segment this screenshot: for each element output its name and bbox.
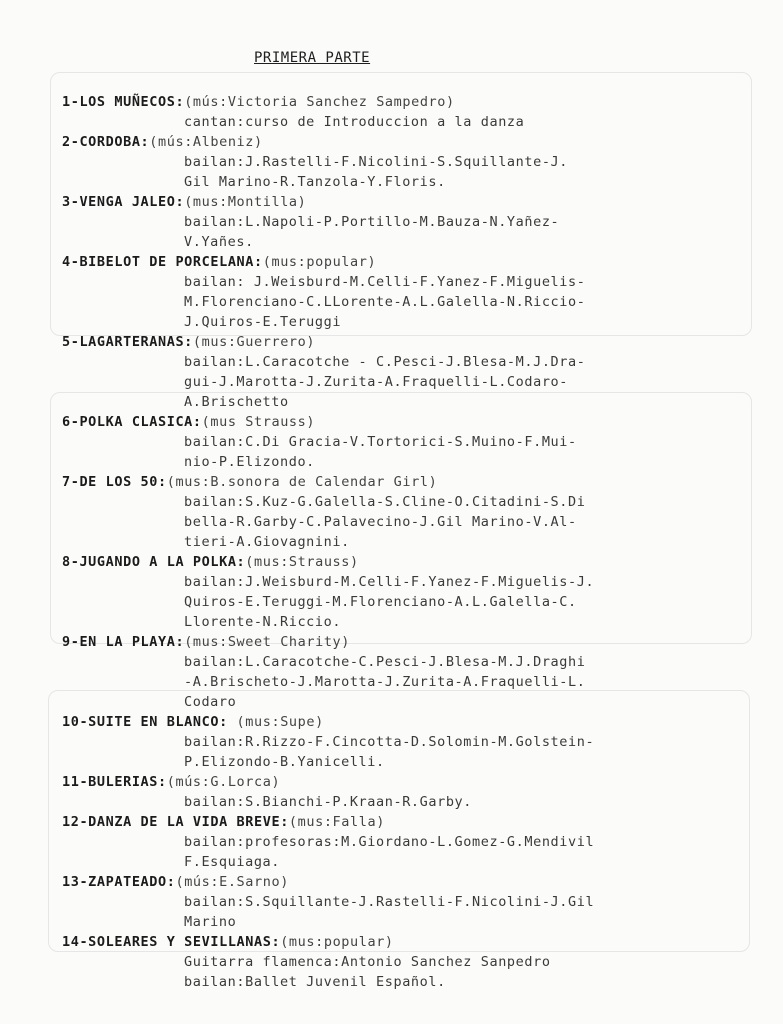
performers-line: Llorente-N.Riccio. bbox=[184, 614, 342, 630]
performers-line: bailan: J.Weisburd-M.Celli-F.Yanez-F.Miguelis- bbox=[184, 274, 586, 290]
program-item bbox=[62, 552, 762, 632]
music-credit: (mús:Victoria Sanchez Sampedro) bbox=[184, 94, 455, 110]
program-item-heading bbox=[62, 92, 762, 112]
performers-line: nio-P.Elizondo. bbox=[184, 454, 315, 470]
program-item-heading bbox=[62, 932, 762, 952]
music-credit: (mus:B.sonora de Calendar Girl) bbox=[166, 474, 438, 490]
program-item bbox=[62, 192, 762, 252]
music-credit: (mús:G.Lorca) bbox=[166, 774, 281, 790]
dance-title: 6-POLKA CLASICA: bbox=[62, 414, 202, 430]
music-credit: (mus:Guerrero) bbox=[192, 334, 316, 350]
program-item-heading bbox=[62, 772, 762, 792]
performers-line: bailan:J.Weisburd-M.Celli-F.Yanez-F.Miguelis-J. bbox=[184, 574, 595, 590]
performers-line: bailan:profesoras:M.Giordano-L.Gomez-G.Mendivil bbox=[184, 834, 595, 850]
dance-title: 3-VENGA JALEO: bbox=[62, 194, 185, 210]
program-item bbox=[62, 472, 762, 552]
dance-title: 11-BULERIAS: bbox=[62, 774, 167, 790]
performers-line: A.Brischetto bbox=[184, 394, 289, 410]
music-credit: (mus Strauss) bbox=[201, 414, 316, 430]
dance-title: 9-EN LA PLAYA: bbox=[62, 634, 185, 650]
program-item-heading bbox=[62, 872, 762, 892]
program-item bbox=[62, 872, 762, 932]
program-item-heading bbox=[62, 132, 762, 152]
program-item bbox=[62, 132, 762, 192]
program-item bbox=[62, 812, 762, 872]
program-item bbox=[62, 772, 762, 812]
program-list bbox=[62, 92, 762, 992]
music-credit: (mús:Albeniz) bbox=[149, 134, 263, 150]
performers-line: bailan:S.Kuz-G.Galella-S.Cline-O.Citadini-S.Di bbox=[184, 494, 586, 510]
performers-line: bailan:J.Rastelli-F.Nicolini-S.Squillante-J. bbox=[184, 154, 569, 170]
performers-line: P.Elizondo-B.Yanicelli. bbox=[184, 754, 385, 770]
program-item-heading bbox=[62, 192, 762, 212]
program-item bbox=[62, 932, 762, 992]
dance-title: 7-DE LOS 50: bbox=[62, 474, 167, 490]
program-item bbox=[62, 712, 762, 772]
music-credit: (mus:Montilla) bbox=[184, 194, 307, 210]
program-item bbox=[62, 252, 762, 332]
performers-line: cantan:curso de Introduccion a la danza bbox=[184, 114, 525, 130]
performers-line: bailan:S.Bianchi-P.Kraan-R.Garby. bbox=[184, 794, 473, 810]
dance-title: 2-CORDOBA: bbox=[62, 134, 150, 150]
program-item-heading bbox=[62, 472, 762, 492]
performers-line: bailan:L.Napoli-P.Portillo-M.Bauza-N.Yañez- bbox=[184, 214, 560, 230]
performers-line: M.Florenciano-C.LLorente-A.L.Galella-N.Riccio- bbox=[184, 294, 586, 310]
performers-line: bailan:S.Squillante-J.Rastelli-F.Nicolini-J.Gil bbox=[184, 894, 595, 910]
music-credit: (mus:popular) bbox=[280, 934, 394, 950]
dance-title: 8-JUGANDO A LA POLKA: bbox=[62, 554, 246, 570]
music-credit: (mús:E.Sarno) bbox=[175, 874, 289, 890]
performers-line: bailan:L.Caracotche-C.Pesci-J.Blesa-M.J.Draghi bbox=[184, 654, 586, 670]
program-item-heading bbox=[62, 552, 762, 572]
dance-title: 14-SOLEARES Y SEVILLANAS: bbox=[62, 934, 281, 950]
dance-title: 10-SUITE EN BLANCO: bbox=[62, 714, 228, 730]
program-item-heading bbox=[62, 332, 762, 352]
performers-line: V.Yañes. bbox=[184, 234, 254, 250]
program-item-heading bbox=[62, 632, 762, 652]
program-item bbox=[62, 92, 762, 132]
program-item-heading bbox=[62, 812, 762, 832]
performers-line: bailan:R.Rizzo-F.Cincotta-D.Solomin-M.Golstein- bbox=[184, 734, 595, 750]
program-item-heading bbox=[62, 412, 762, 432]
dance-title: 5-LAGARTERANAS: bbox=[62, 334, 193, 350]
performers-line: bailan:C.Di Gracia-V.Tortorici-S.Muino-F.Mui- bbox=[184, 434, 577, 450]
performers-line: bella-R.Garby-C.Palavecino-J.Gil Marino-V.Al- bbox=[184, 514, 577, 530]
program-item bbox=[62, 412, 762, 472]
dance-title: 13-ZAPATEADO: bbox=[62, 874, 176, 890]
music-credit: (mus:Falla) bbox=[288, 814, 385, 830]
music-credit: (mus:Strauss) bbox=[245, 554, 359, 570]
program-item-heading bbox=[62, 252, 762, 272]
performers-line: gui-J.Marotta-J.Zurita-A.Fraquelli-L.Codaro- bbox=[184, 374, 569, 390]
music-credit: (mus:Sweet Charity) bbox=[184, 634, 351, 650]
page-title: PRIMERA PARTE bbox=[254, 50, 371, 66]
performers-line: Quiros-E.Teruggi-M.Florenciano-A.L.Galella-C. bbox=[184, 594, 577, 610]
performers-line: Gil Marino-R.Tanzola-Y.Floris. bbox=[184, 174, 446, 190]
performers-line: Marino bbox=[184, 914, 237, 930]
dance-title: 4-BIBELOT DE PORCELANA: bbox=[62, 254, 263, 270]
program-item bbox=[62, 332, 762, 412]
program-item bbox=[62, 632, 762, 712]
performers-line: Codaro bbox=[184, 694, 237, 710]
performers-line: bailan:L.Caracotche - C.Pesci-J.Blesa-M.J.Dra- bbox=[184, 354, 586, 370]
performers-line: Guitarra flamenca:Antonio Sanchez Sanpedro bbox=[184, 954, 551, 970]
performers-line: bailan:Ballet Juvenil Español. bbox=[184, 974, 446, 990]
dance-title: 1-LOS MUÑECOS: bbox=[62, 94, 185, 110]
program-item-heading bbox=[62, 712, 762, 732]
performers-line: -A.Brischeto-J.Marotta-J.Zurita-A.Fraquelli-L. bbox=[184, 674, 586, 690]
dance-title: 12-DANZA DE LA VIDA BREVE: bbox=[62, 814, 289, 830]
music-credit: (mus:Supe) bbox=[227, 714, 324, 730]
performers-line: F.Esquiaga. bbox=[184, 854, 281, 870]
performers-line: J.Quiros-E.Teruggi bbox=[184, 314, 342, 330]
music-credit: (mus:popular) bbox=[262, 254, 377, 270]
performers-line: tieri-A.Giovagnini. bbox=[184, 534, 350, 550]
